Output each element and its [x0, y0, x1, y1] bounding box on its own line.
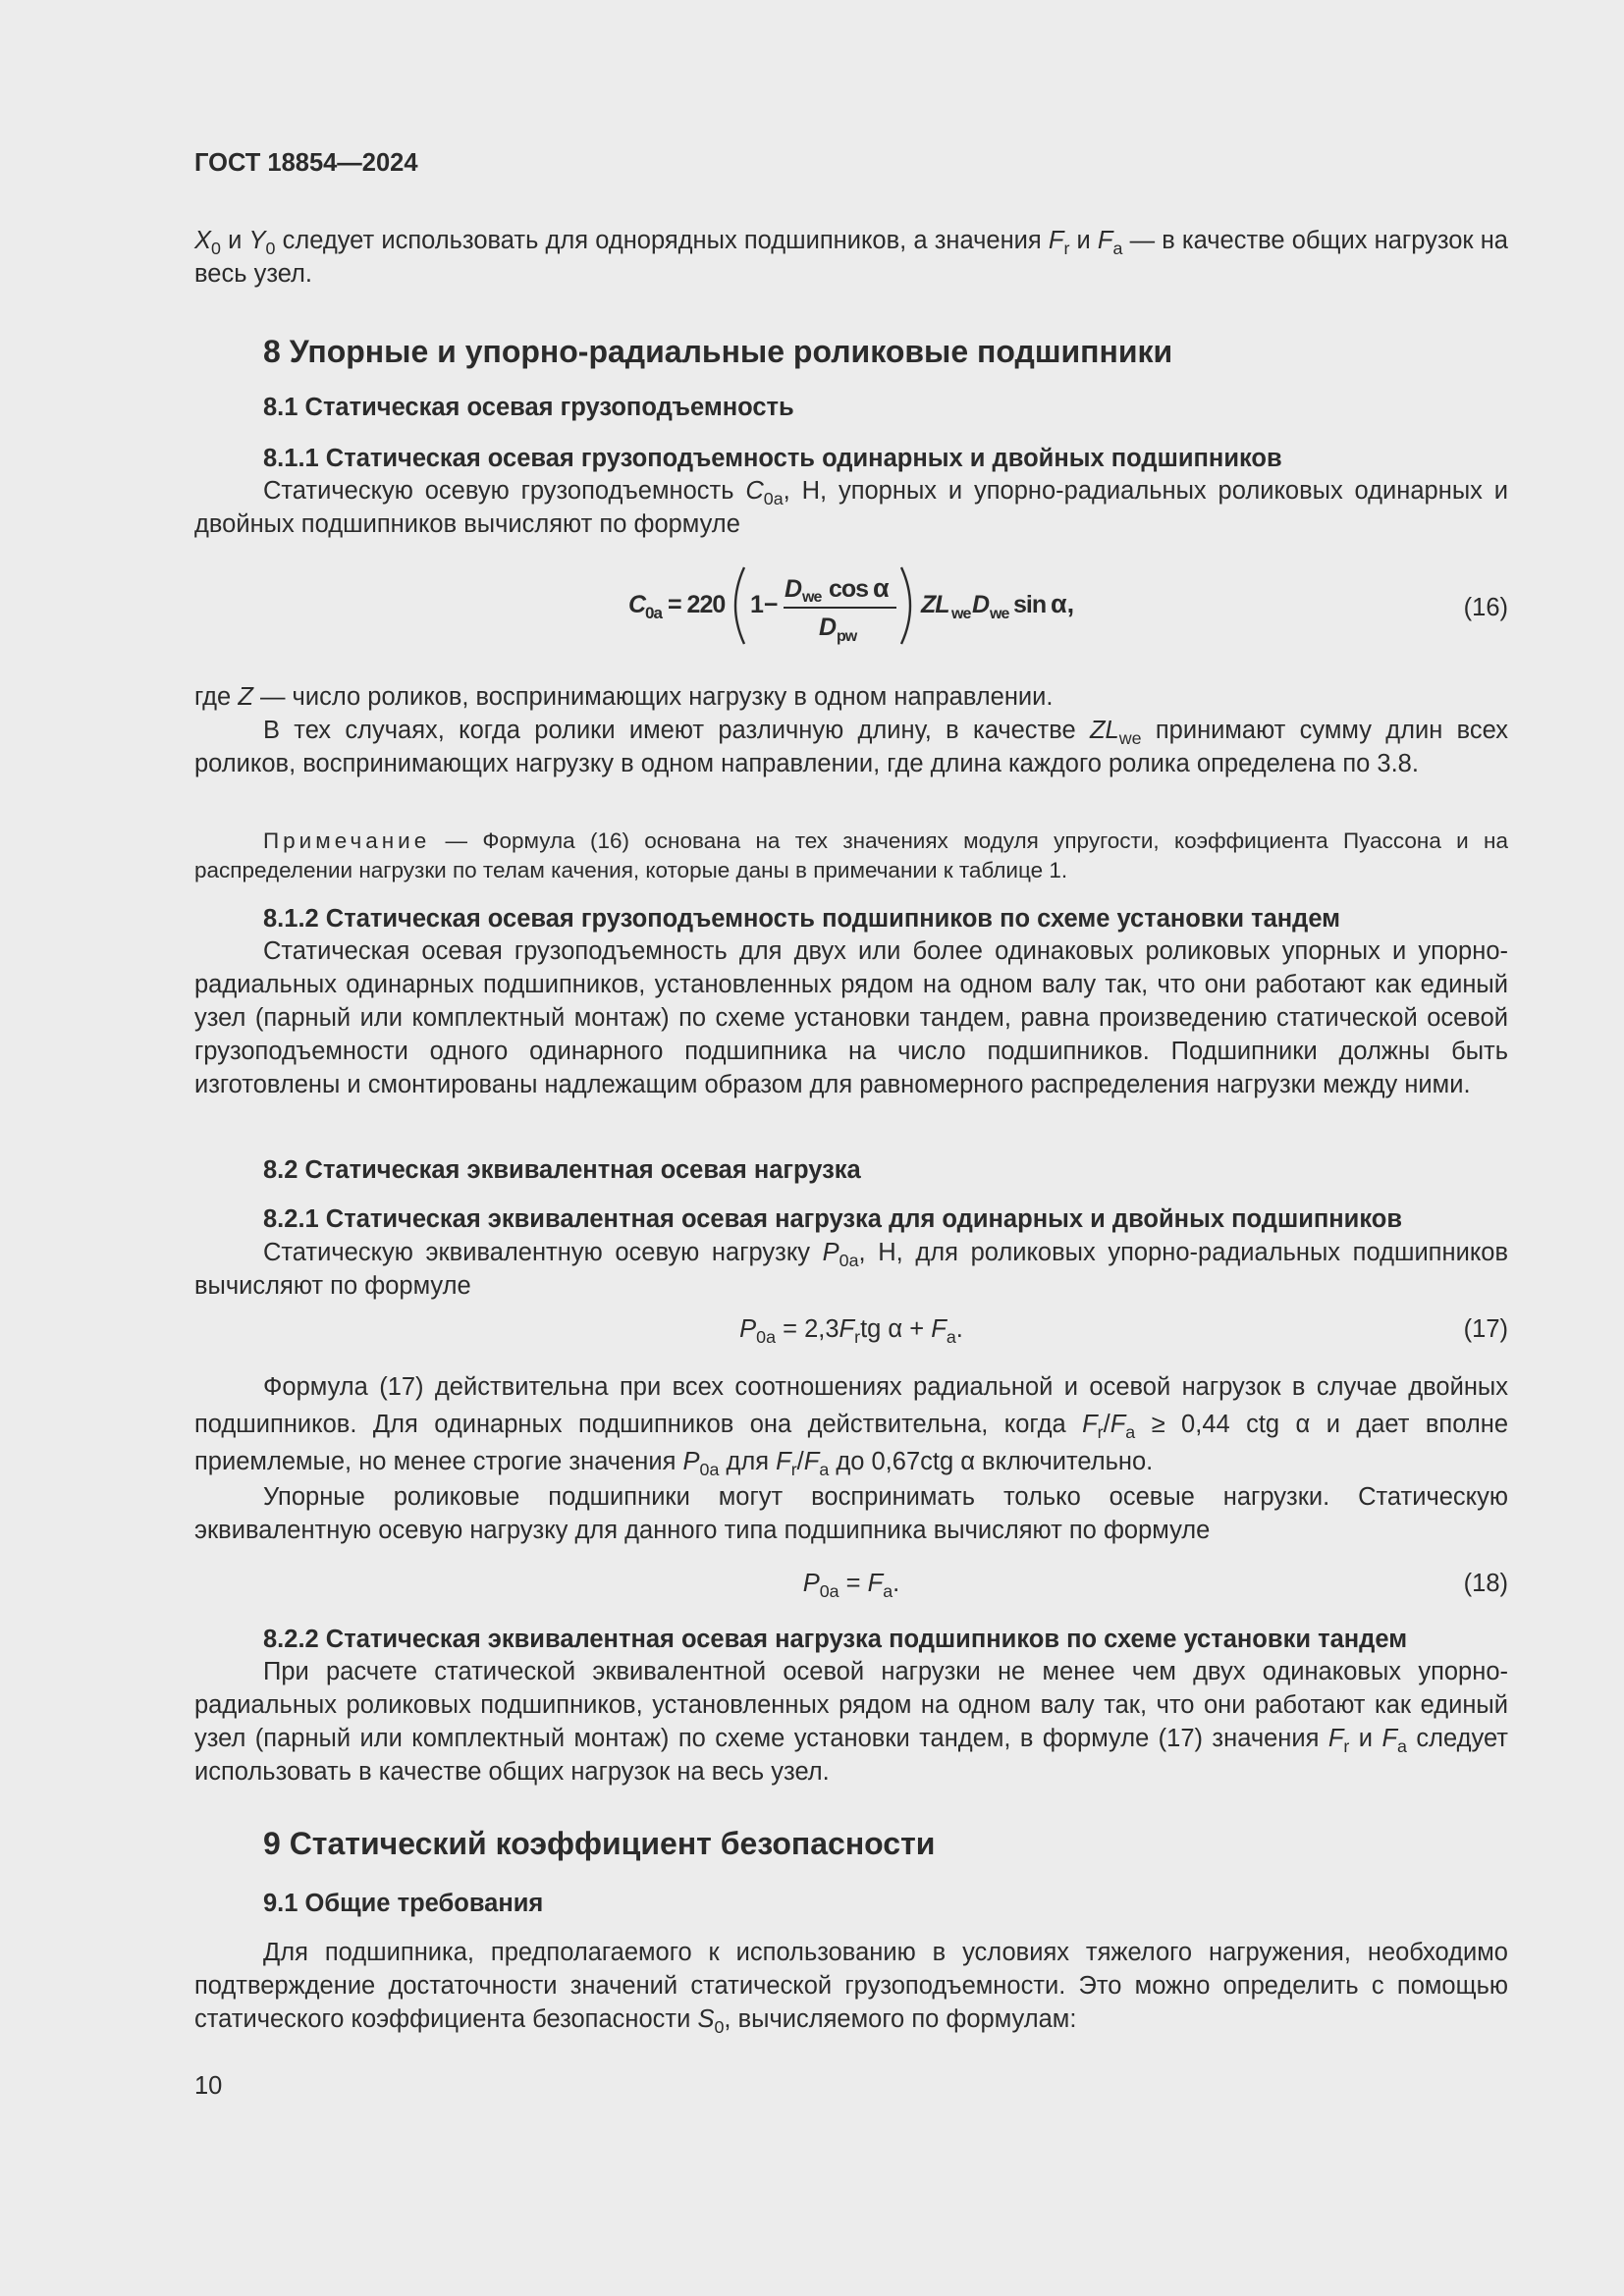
svg-text:D: D — [972, 591, 990, 618]
formula-18-expression: $P_{0a} = F_a$. — [802, 1570, 900, 1602]
roller-length-paragraph: В тех случаях, когда ролики имеют различную длину, в качестве $ZL_{we}$ принимают сумму длин всех роликов, воспринимающих нагрузку в одном направлении, где длина каждого ролика определена по 3.8. — [194, 717, 1508, 777]
where-z-paragraph: где Z — число роликов, воспринимающих нагрузку в одном направлении. — [194, 683, 1054, 711]
svg-text:0a: 0a — [645, 604, 662, 622]
section-8-1-1-heading: 8.1.1 Статическая осевая грузоподъемность одинарных и двойных подшипников — [263, 445, 1282, 472]
formula-17 — [194, 1309, 1508, 1349]
svg-text:ZL: ZL — [921, 591, 949, 618]
svg-text:cos: cos — [829, 575, 869, 603]
section-8-2-heading: 8.2 Статическая эквивалентная осевая нагрузка — [263, 1156, 861, 1184]
section-9-heading: 9 Статический коэффициент безопасности — [263, 1826, 936, 1861]
section-9-1-heading: 9.1 Общие требования — [263, 1890, 544, 1917]
formula-18 — [194, 1564, 1508, 1603]
svg-text:we: we — [802, 589, 822, 606]
document-code: ГОСТ 18854—2024 — [194, 149, 418, 177]
section-8-1-heading: 8.1 Статическая осевая грузоподъемность — [263, 394, 794, 421]
section-8-2-1-heading: 8.2.1 Статическая эквивалентная осевая нагрузка для одинарных и двойных подшипников — [263, 1205, 1403, 1233]
svg-text:D: D — [785, 575, 802, 603]
formula-16-number: (16) — [1463, 594, 1508, 621]
page-number: 10 — [194, 2072, 223, 2100]
section-8-heading: 8 Упорные и упорно-радиальные роликовые подшипники — [263, 334, 1173, 369]
note-paragraph: Примечание — Формула (16) основана на тех значениях модуля упругости, коэффициента Пуассона и на распределении нагрузки по телам качения, которые даны в примечании к таблице 1. — [194, 828, 1508, 882]
formula-17-number: (17) — [1463, 1315, 1508, 1343]
section-8-2-2-heading: 8.2.2 Статическая эквивалентная осевая нагрузка подшипников по схеме установки тандем — [263, 1626, 1408, 1653]
section-8-2-2-paragraph: При расчете статической эквивалентной осевой нагрузки не менее чем двух одинаковых упорно-радиальных роликовых подшипников, установленных рядом на одном валу так, что они работают как единый узел (парный или комплектный монтаж) по схеме установки тандем, в формуле (17) значения $F_r$ и $F_a$ следует использовать в качестве общих нагрузок на весь узел. — [194, 1658, 1508, 1786]
svg-text:sin: sin — [1013, 591, 1047, 618]
formula-16 — [194, 561, 1508, 650]
formula-16-graphic — [626, 561, 1117, 650]
svg-text:= 220: = 220 — [668, 591, 726, 618]
section-9-1-paragraph: Для подшипника, предполагаемого к использованию в условиях тяжелого нагружения, необходимо подтверждение достаточности значений статической грузоподъемности. Это можно определить с помощью статического коэффициента безопасности $S_0$, вычисляемого по формулам: — [194, 1939, 1508, 2038]
formula-18-number: (18) — [1463, 1570, 1508, 1597]
section-8-2-1-paragraph-3: Упорные роликовые подшипники могут воспринимать только осевые нагрузки. Статическую эквивалентную осевую нагрузку для данного типа подшипника вычисляют по формуле — [194, 1483, 1508, 1544]
svg-text:pw: pw — [837, 628, 857, 645]
section-8-2-1-paragraph-1: Статическую эквивалентную осевую нагрузку $P_{0a}$, Н, для роликовых упорно-радиальных подшипников вычисляют по формуле — [194, 1239, 1508, 1300]
formula-17-expression: $P_{0a} = 2,3F_rtg$ $\alpha + F_a$. — [739, 1315, 963, 1348]
svg-text:we: we — [951, 606, 971, 622]
svg-text:C: C — [628, 591, 646, 618]
section-8-2-1-paragraph-2: Формула (17) действительна при всех соотношениях радиальной и осевой нагрузок в случае двойных подшипников. Для одинарных подшипников она действительна, когда $F_r/F_a \ge 0,44$ ctg α и дает вполне приемлемые, но менее строгие значения $P_{0a}$ для $F_r/F_a$ до 0,67ctg α включительно. — [194, 1373, 1508, 1480]
section-8-1-2-heading: 8.1.2 Статическая осевая грузоподъемность подшипников по схеме установки тандем — [263, 905, 1341, 933]
section-8-1-1-paragraph: Статическую осевую грузоподъемность $C_{0a}$, Н, упорных и упорно-радиальных роликовых одинарных и двойных подшипников вычисляют по формуле — [194, 477, 1509, 538]
svg-text:1−: 1− — [750, 591, 779, 618]
svg-text:α: α — [873, 573, 890, 603]
section-8-1-2-paragraph: Статическая осевая грузоподъемность для двух или более одинаковых роликовых упорных и упорно-радиальных одинарных подшипников, установленных рядом на одном валу так, что они работают как единый узел (парный или комплектный монтаж) по схеме установки тандем, равна произведению статической осевой грузоподъемности одного одинарного подшипника на число подшипников. Подшипники должны быть изготовлены и смонтированы надлежащим образом для равномерного распределения нагрузки между ними. — [194, 937, 1508, 1098]
svg-text:D: D — [819, 614, 837, 641]
intro-paragraph: $X_0$ и $Y_0$ следует использовать для однорядных подшипников, а значения $F_r$ и $F_a$ — в качестве общих нагрузок на весь узел. — [194, 227, 1508, 288]
note-label: Примечание — [263, 828, 431, 853]
svg-text:we: we — [990, 606, 1009, 622]
svg-text:α,: α, — [1051, 589, 1075, 618]
